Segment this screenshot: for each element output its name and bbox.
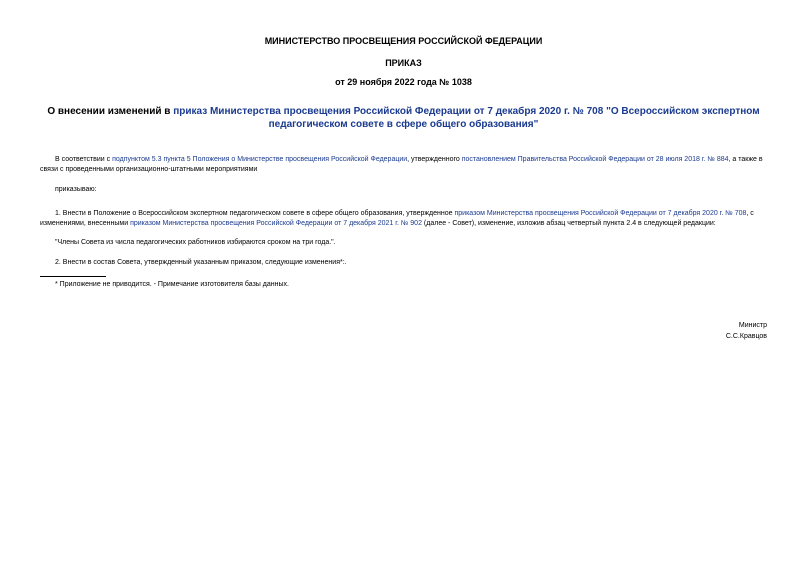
subject-prefix: О внесении изменений в bbox=[47, 106, 174, 117]
paragraph-order bbox=[40, 185, 768, 195]
item1-text-3: (далее - Совет), изменение, изложив абзац четвертый пункта 2.4 в следующей редакции: bbox=[421, 220, 716, 227]
document-type: ПРИКАЗ bbox=[385, 58, 422, 68]
government-decree-link[interactable]: постановлением Правительства Российской Федерации от 28 июля 2018 г. № 884 bbox=[461, 156, 729, 163]
paragraph-preamble bbox=[40, 155, 768, 175]
signature-title: Министр bbox=[738, 322, 767, 329]
quote-text: "Члены Совета из числа педагогических работников избираются сроком на три года.". bbox=[55, 239, 336, 246]
order-word: приказываю: bbox=[55, 186, 97, 193]
signature-name: С.С.Кравцов bbox=[725, 333, 767, 340]
order-902-link[interactable]: приказом Министерства просвещения Российской Федерации от 7 декабря 2021 г. № 902 bbox=[130, 220, 422, 227]
ministry-heading: МИНИСТЕРСТВО ПРОСВЕЩЕНИЯ РОССИЙСКОЙ ФЕДЕРАЦИИ bbox=[264, 36, 543, 46]
paragraph-quote bbox=[40, 238, 768, 248]
paragraph-item-2 bbox=[40, 258, 768, 268]
preamble-text-3: , а также в связи с проведенными организационно-штатными мероприятиями bbox=[40, 156, 763, 173]
order-708-link[interactable]: приказом Министерства просвещения Российской Федерации от 7 декабря 2020 г. № 708 bbox=[454, 210, 747, 217]
document-date-number: от 29 ноября 2022 года № 1038 bbox=[335, 77, 472, 87]
document-subject bbox=[40, 105, 767, 131]
item2-text: 2. Внести в состав Совета, утвержденный указанным приказом, следующие изменения*:. bbox=[55, 259, 347, 266]
preamble-text-2: , утвержденного bbox=[407, 156, 462, 163]
paragraph-item-1 bbox=[40, 209, 768, 229]
preamble-text-1: В соответствии с bbox=[55, 156, 113, 163]
footnote-divider bbox=[40, 276, 106, 277]
subject-order-link[interactable]: приказ Министерства просвещения Российской Федерации от 7 декабря 2020 г. № 708 "О Всероссийском экспертном педагогическом совете в сфере общего образования" bbox=[173, 106, 760, 130]
item1-text-1: 1. Внести в Положение о Всероссийском экспертном педагогическом совете в сфере общего образования, утвержденное bbox=[55, 210, 455, 217]
item1-text-2: , с изменениями, внесенными bbox=[40, 210, 754, 227]
footnote: * Приложение не приводится. - Примечание изготовителя базы данных. bbox=[55, 281, 289, 288]
regulation-link[interactable]: подпунктом 5.3 пункта 5 Положения о Министерстве просвещения Российской Федерации bbox=[112, 156, 408, 163]
